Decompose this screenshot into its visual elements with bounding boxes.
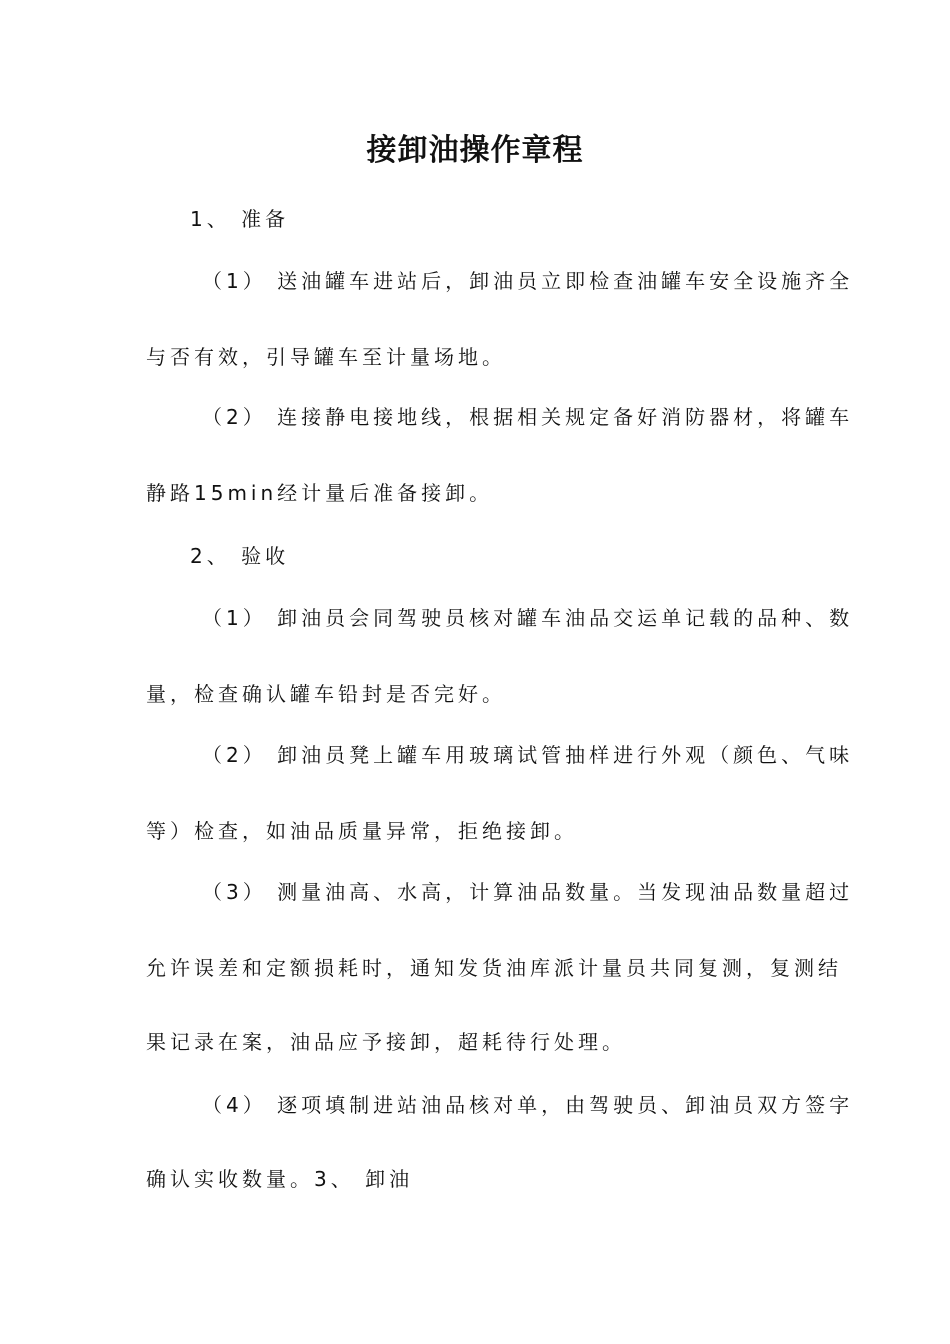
paragraph-line: （4） 逐项填制进站油品核对单，由驾驶员、卸油员双方签字 xyxy=(202,1093,854,1117)
paragraph-line: 静路15min经计量后准备接卸。 xyxy=(146,481,494,505)
paragraph-line: 允许误差和定额损耗时，通知发货油库派计量员共同复测，复测结 xyxy=(146,956,842,980)
paragraph-line: （3） 测量油高、水高，计算油品数量。当发现油品数量超过 xyxy=(202,880,854,904)
paragraph-line: 等）检查，如油品质量异常，拒绝接卸。 xyxy=(146,819,578,843)
paragraph-line: 与否有效，引导罐车至计量场地。 xyxy=(146,345,506,369)
paragraph-line: 确认实收数量。3、 卸油 xyxy=(146,1167,414,1191)
paragraph-line: 果记录在案，油品应予接卸，超耗待行处理。 xyxy=(146,1030,626,1054)
paragraph-line: 量，检查确认罐车铅封是否完好。 xyxy=(146,682,506,706)
paragraph-line: （2） 连接静电接地线，根据相关规定备好消防器材，将罐车 xyxy=(202,405,854,429)
paragraph-line: （2） 卸油员凳上罐车用玻璃试管抽样进行外观（颜色、气味 xyxy=(202,743,854,767)
paragraph-line: （1） 卸油员会同驾驶员核对罐车油品交运单记载的品种、数 xyxy=(202,606,854,630)
paragraph-line: （1） 送油罐车进站后，卸油员立即检查油罐车安全设施齐全 xyxy=(202,269,854,293)
document-title: 接卸油操作章程 xyxy=(366,133,584,168)
section-heading-prepare: 1、 准备 xyxy=(190,207,290,231)
section-heading-acceptance: 2、 验收 xyxy=(190,544,290,568)
